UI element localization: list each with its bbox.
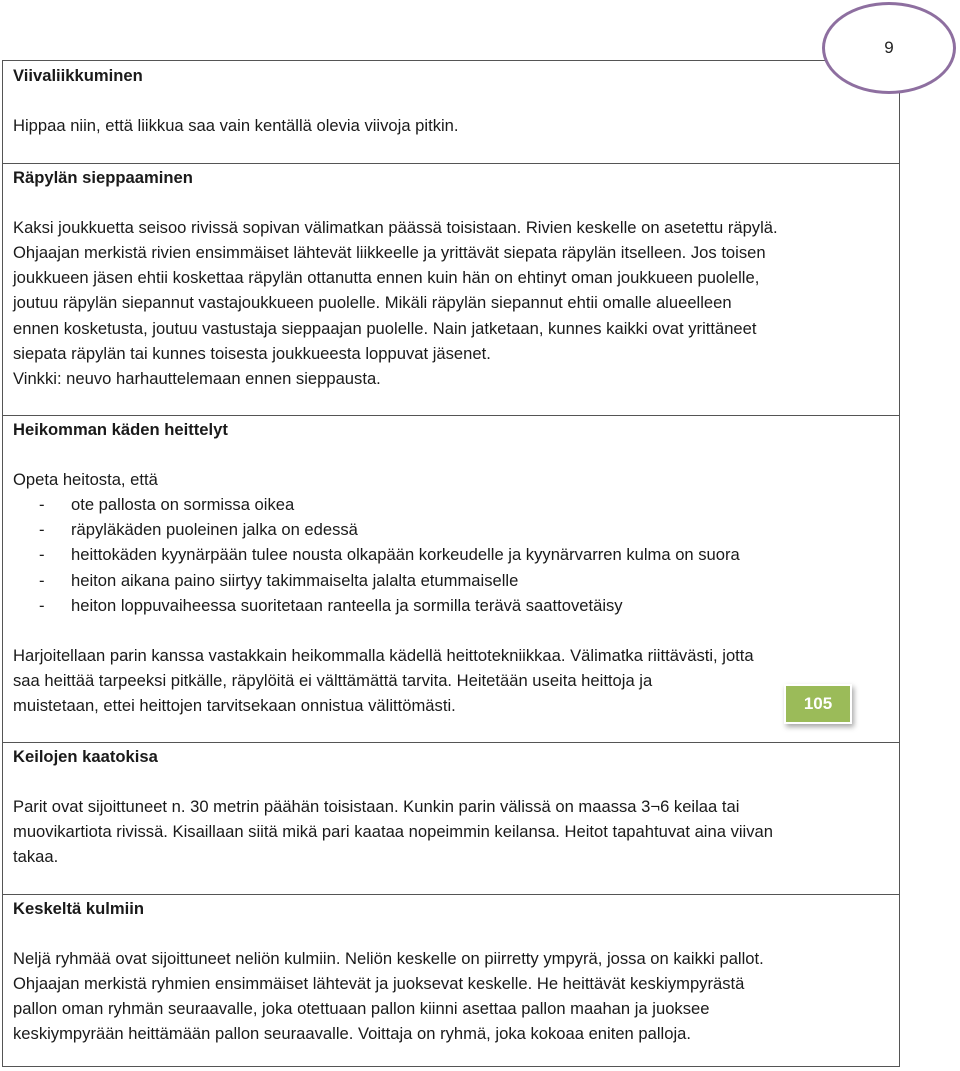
list-item: [13, 517, 889, 542]
dash-bullet: -: [39, 570, 45, 590]
section-rapylan-sieppaaminen: [3, 163, 899, 415]
paragraph-line: muovikartiota rivissä. Kisaillaan siitä mikä pari kaataa nopeimmin keilansa. Heitot tapahtuvat aina viivan: [13, 822, 773, 842]
section-title: Räpylän sieppaaminen: [13, 168, 193, 187]
section-title: Keilojen kaatokisa: [13, 747, 158, 766]
section-title: Heikomman käden heittelyt: [13, 420, 228, 439]
page-number-oval: [822, 2, 956, 94]
section-title: Viivaliikkuminen: [13, 66, 143, 85]
technique-list: [13, 492, 889, 617]
list-item-text: ote pallosta on sormissa oikea: [71, 495, 295, 515]
list-item: [13, 593, 889, 618]
list-item-text: heiton loppuvaiheessa suoritetaan ranteella ja sormilla terävä saattovetäisy: [71, 595, 623, 615]
section-keilojen-kaatokisa: [3, 742, 899, 894]
paragraph-line: pallon oman ryhmän seuraavalle, joka otettuaan pallon kiinni asettaa pallon maahan ja juoksee: [13, 999, 710, 1019]
list-item-text: heiton aikana paino siirtyy takimmaiselta jalalta etummaiselle: [71, 570, 519, 590]
list-item: [13, 542, 889, 567]
dash-bullet: -: [39, 495, 45, 515]
list-intro: Opeta heitosta, että: [13, 470, 158, 490]
dash-bullet: -: [39, 595, 45, 615]
section-keskelta-kulmiin: [3, 894, 899, 1066]
list-item-text: räpyläkäden puoleinen jalka on edessä: [71, 520, 358, 540]
list-item: [13, 568, 889, 593]
document-frame: [2, 60, 900, 1067]
paragraph-line: joukkueen jäsen ehtii koskettaa räpylän ottanutta ennen kuin hän on ehtinyt oman joukkueen puolelle,: [13, 268, 760, 288]
page-badge: [784, 684, 852, 724]
paragraph-line: Ohjaajan merkistä ryhmien ensimmäiset lähtevät ja juoksevat keskelle. He heittävät keskiympyrästä: [13, 974, 745, 994]
paragraph-line: Harjoitellaan parin kanssa vastakkain heikommalla kädellä heittotekniikkaa. Välimatka riittävästi, jotta: [13, 645, 754, 665]
paragraph-line: takaa.: [13, 847, 59, 867]
list-item-text: heittokäden kyynärpään tulee nousta olkapään korkeudelle ja kyynärvarren kulma on suora: [71, 545, 740, 565]
paragraph-line: ennen kosketusta, joutuu vastustaja sieppaajan puolelle. Nain jatketaan, kunnes kaikki ovat yrittäneet: [13, 318, 757, 338]
section-title: Keskeltä kulmiin: [13, 899, 144, 918]
dash-bullet: -: [39, 545, 45, 565]
section-heikomman-kaden-heittelyt: [3, 415, 899, 742]
page-number: 9: [884, 38, 894, 57]
dash-bullet: -: [39, 520, 45, 540]
badge-label: 105: [803, 694, 833, 713]
paragraph-line: Ohjaajan merkistä rivien ensimmäiset lähtevät liikkeelle ja yrittävät siepata räpylän itselleen. Jos toisen: [13, 243, 766, 263]
paragraph-line: Neljä ryhmää ovat sijoittuneet neliön kulmiin. Neliön keskelle on piirretty ympyrä, jossa on kaikki pallot.: [13, 949, 764, 969]
paragraph-line: muistetaan, ettei heittojen tarvitsekaan onnistua välittömästi.: [13, 696, 456, 716]
paragraph-line: Kaksi joukkuetta seisoo rivissä sopivan välimatkan päässä toisistaan. Rivien keskelle on asetettu räpylä.: [13, 218, 778, 238]
list-item: [13, 492, 889, 517]
paragraph-line: Hippaa niin, että liikkua saa vain kentällä olevia viivoja pitkin.: [13, 116, 459, 136]
paragraph-line: siepata räpylän tai kunnes toisesta joukkueesta loppuvat jäsenet.: [13, 343, 491, 363]
paragraph-line: saa heittää tarpeeksi pitkälle, räpylöitä ei välttämättä tarvita. Heitetään useita heittoja ja: [13, 670, 653, 690]
paragraph-line: keskiympyrään heittämään pallon seuraavalle. Voittaja on ryhmä, joka kokoaa eniten palloja.: [13, 1024, 691, 1044]
paragraph-line: Vinkki: neuvo harhauttelemaan ennen sieppausta.: [13, 368, 381, 388]
paragraph-line: Parit ovat sijoittuneet n. 30 metrin päähän toisistaan. Kunkin parin välissä on maassa 3¬6 keilaa tai: [13, 797, 740, 817]
paragraph-line: joutuu räpylän siepannut vastajoukkueen puolelle. Mikäli räpylän siepannut ehtii omalle alueelleen: [13, 293, 732, 313]
section-viivaliikkuminen: [3, 61, 899, 163]
